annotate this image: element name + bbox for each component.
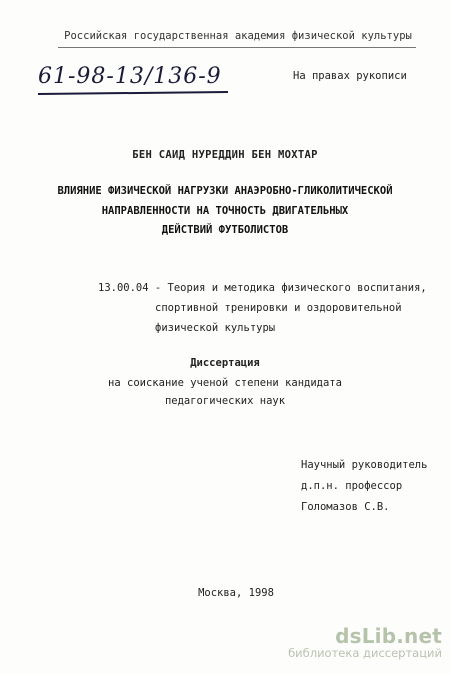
supervisor-name: Голомазов С.В.	[301, 501, 390, 513]
specialty-block	[98, 278, 427, 338]
header-rule	[58, 47, 416, 48]
supervisor-block	[301, 455, 427, 518]
author-name: БЕН САИД НУРЕДДИН БЕН МОХТАР	[132, 149, 318, 161]
specialty-line-2: спортивной тренировки и оздоровительной	[155, 302, 402, 314]
thesis-title-line-1: ВЛИЯНИЕ ФИЗИЧЕСКОЙ НАГРУЗКИ АНАЭРОБНО-ГЛИКОЛИТИЧЕСКОЙ	[57, 185, 393, 197]
specialty-line-3: физической культуры	[155, 322, 276, 334]
document-type: Диссертация	[190, 357, 260, 369]
thesis-title-line-2: НАПРАВЛЕННОСТИ НА ТОЧНОСТЬ ДВИГАТЕЛЬНЫХ	[101, 205, 349, 217]
handwritten-underline	[38, 91, 228, 94]
specialty-line-1: 13.00.04 - Теория и методика физического воспитания,	[98, 282, 427, 294]
city-year: Москва, 1998	[198, 587, 274, 599]
degree-line-1: на соискание ученой степени кандидата	[108, 377, 342, 389]
watermark-logo: dsLib.net	[335, 624, 442, 648]
thesis-title-line-3: ДЕЙСТВИЙ ФУТБОЛИСТОВ	[161, 224, 289, 236]
supervisor-role: Научный руководитель	[301, 459, 428, 471]
institution-header: Российская государственная академия физической культуры	[64, 30, 412, 42]
handwritten-registration-number: 61-98-13/136-9	[38, 64, 222, 89]
degree-line-2: педагогических наук	[164, 395, 286, 407]
watermark-caption: библиотека диссертаций	[288, 646, 442, 660]
rights-notice: На правах рукописи	[293, 70, 407, 82]
supervisor-title: д.п.н. профессор	[301, 480, 403, 492]
dslib-watermark[interactable]	[288, 624, 442, 660]
